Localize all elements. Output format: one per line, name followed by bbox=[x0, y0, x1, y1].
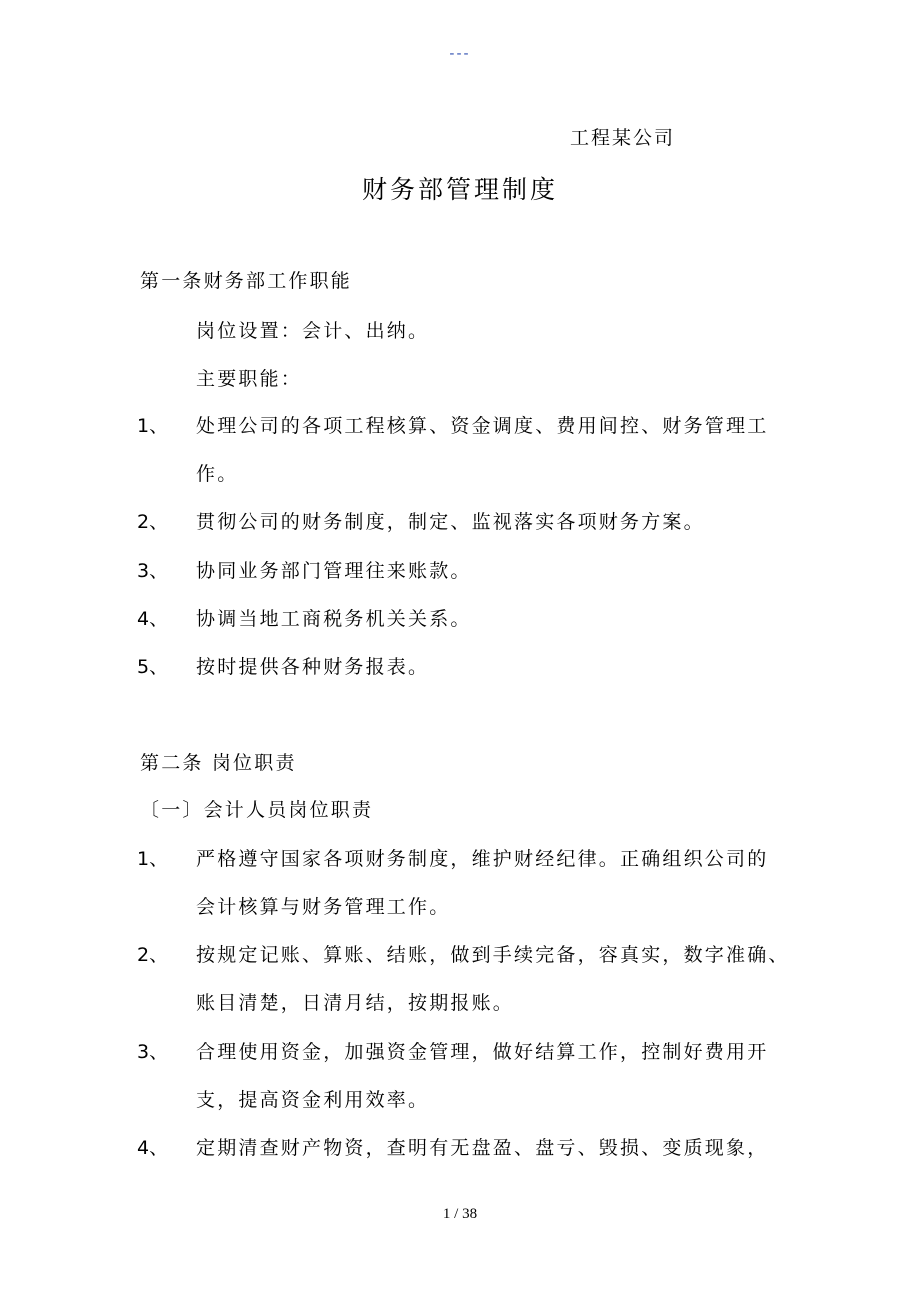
item-text: 处理公司的各项工程核算、资金调度、费用间控、财务管理工 bbox=[196, 415, 769, 437]
item-text: 协同业务部门管理往来账款。 bbox=[196, 560, 472, 582]
item-number: 1、 bbox=[137, 848, 169, 870]
item-text: 作。 bbox=[196, 463, 239, 485]
item-text: 会计核算与财务管理工作。 bbox=[196, 896, 451, 918]
item-text: 严格遵守国家各项财务制度，维护财经纪律。正确组织公司的 bbox=[196, 848, 769, 870]
item-text: 按时提供各种财务报表。 bbox=[196, 656, 430, 678]
item-text: 协调当地工商税务机关关系。 bbox=[196, 608, 472, 630]
page-number: 1 / 38 bbox=[442, 1206, 478, 1222]
item-text: 账目清楚，日清月结，按期报账。 bbox=[196, 992, 515, 1014]
section1-heading: 第一条财务部工作职能 bbox=[140, 270, 353, 292]
section2-heading: 第二条 岗位职责 bbox=[140, 752, 297, 774]
duties-label: 主要职能： bbox=[196, 368, 303, 390]
item-number: 1、 bbox=[137, 415, 169, 437]
page-header-mark: --- bbox=[449, 46, 471, 62]
item-text: 按规定记账、算账、结账，做到手续完备，容真实，数字准确、 bbox=[196, 944, 790, 966]
item-text: 定期清查财产物资，查明有无盘盈、盘亏、毁损、变质现象， bbox=[196, 1137, 769, 1159]
positions-text: 岗位设置：会计、出纳。 bbox=[196, 320, 430, 342]
item-text: 贯彻公司的财务制度，制定、监视落实各项财务方案。 bbox=[196, 511, 705, 533]
item-number: 3、 bbox=[137, 560, 169, 582]
item-number: 4、 bbox=[137, 608, 169, 630]
item-text: 支，提高资金利用效率。 bbox=[196, 1089, 430, 1111]
item-number: 2、 bbox=[137, 511, 169, 533]
document-title: 财务部管理制度 bbox=[361, 175, 558, 204]
section2-subheading: 〔一〕会计人员岗位职责 bbox=[140, 799, 374, 821]
company-name: 工程某公司 bbox=[570, 127, 676, 149]
item-text: 合理使用资金，加强资金管理，做好结算工作，控制好费用开 bbox=[196, 1041, 769, 1063]
item-number: 5、 bbox=[137, 656, 169, 678]
item-number: 3、 bbox=[137, 1041, 169, 1063]
item-number: 2、 bbox=[137, 944, 169, 966]
item-number: 4、 bbox=[137, 1137, 169, 1159]
